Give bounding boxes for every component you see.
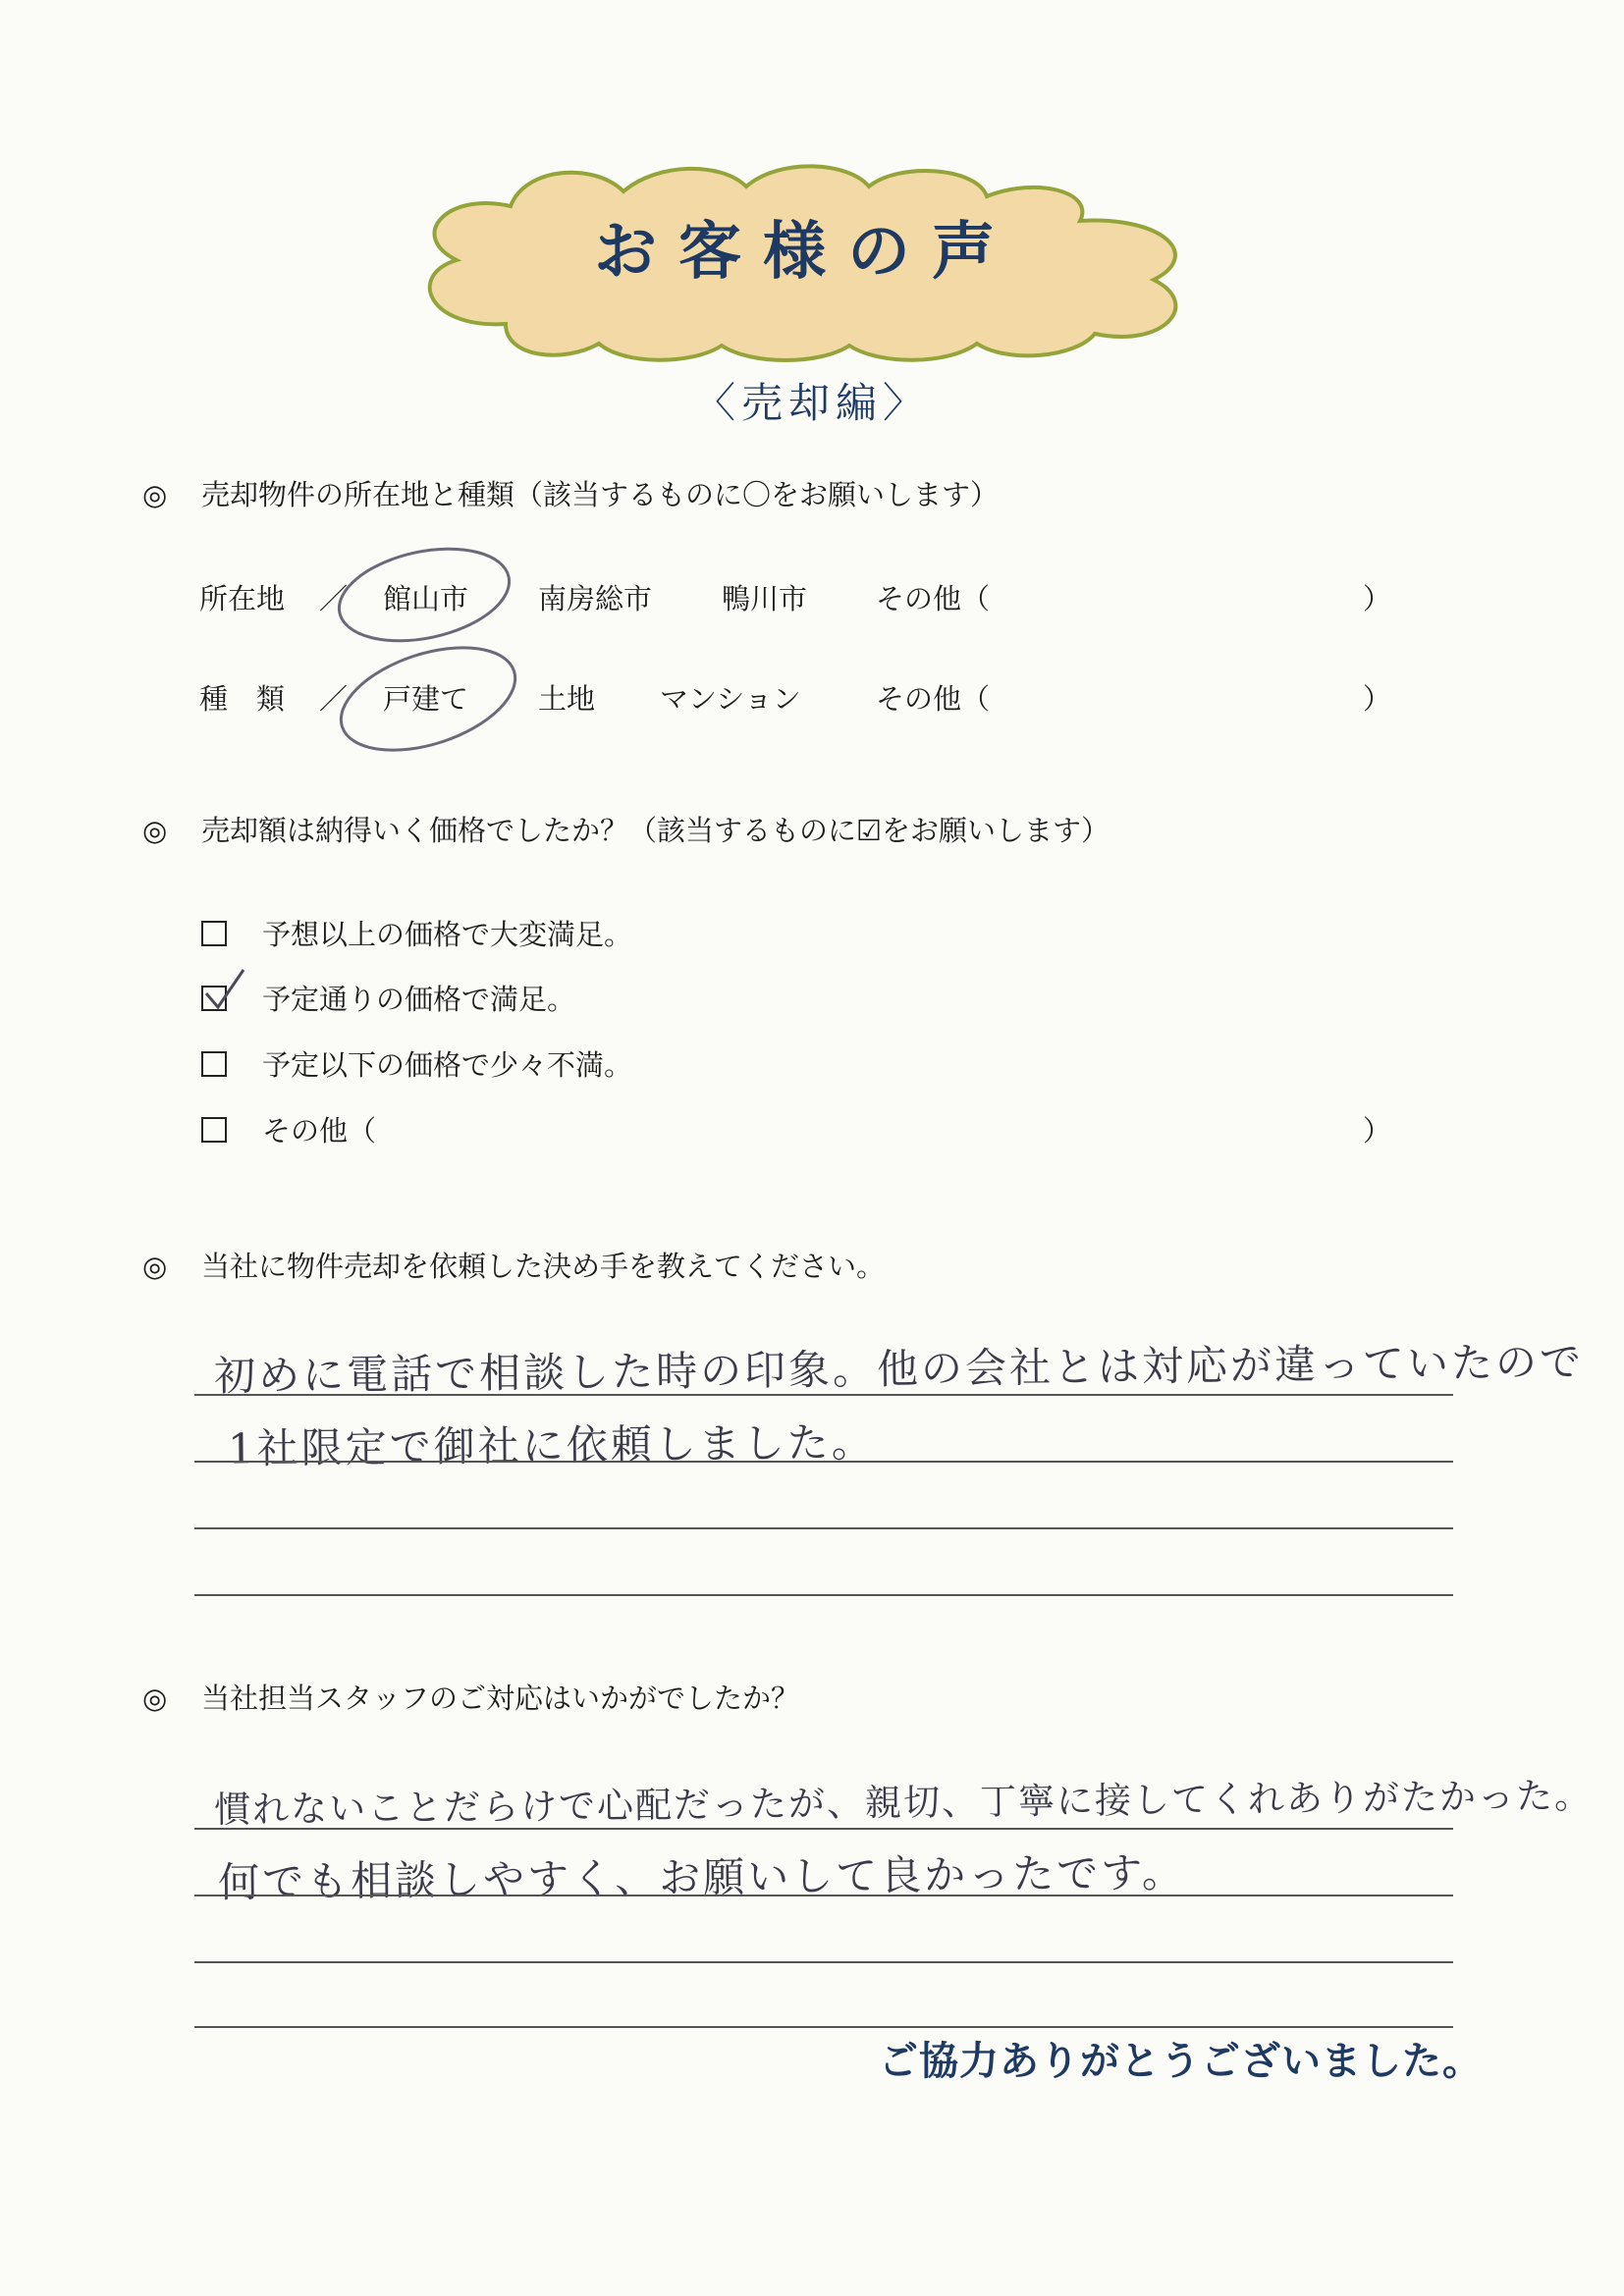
type-slash: ／: [319, 682, 349, 716]
price-option-4[interactable]: [201, 1109, 376, 1149]
page-title: お客様の声: [594, 216, 1016, 289]
price-option-2-label: 予定通りの価格で満足。: [262, 983, 576, 1016]
type-label: 種 類: [199, 682, 286, 716]
answer-3-rule-3: [194, 1527, 1453, 1529]
type-option-other[interactable]: その他（: [876, 682, 991, 716]
checkbox-empty-icon[interactable]: [201, 921, 227, 946]
price-other-close-paren: ）: [1363, 1114, 1392, 1148]
checkbox-empty-icon[interactable]: [201, 1117, 227, 1143]
type-option-mansion[interactable]: マンション: [660, 682, 801, 716]
location-slash: ／: [319, 582, 349, 615]
location-close-paren: ）: [1363, 582, 1392, 615]
answer-4-rule-3: [194, 1961, 1453, 1963]
checkbox-checked-icon[interactable]: [201, 986, 227, 1011]
answer-3-rule-2: [194, 1461, 1453, 1463]
question-3: [142, 1245, 885, 1285]
question-3-text: 当社に物件売却を依頼した決め手を教えてください。: [201, 1250, 886, 1283]
bullet-mark: ◎: [142, 1250, 168, 1283]
closing-message: ご協力ありがとうございました。: [879, 2039, 1483, 2084]
price-option-2[interactable]: [201, 978, 575, 1018]
question-1-text: 売却物件の所在地と種類（該当するものに〇をお願いします）: [201, 478, 1000, 511]
location-option-kamogawa[interactable]: 鴨川市: [722, 582, 808, 615]
question-1: [142, 473, 999, 513]
type-option-land[interactable]: 土地: [538, 682, 596, 716]
bullet-mark: ◎: [142, 478, 168, 511]
price-option-3[interactable]: [201, 1043, 632, 1084]
answer-4-rule-2: [194, 1895, 1453, 1896]
page-subtitle: 〈売却編〉: [693, 379, 930, 427]
question-4: [142, 1677, 799, 1717]
answer-4-line-2: 何でも相談しやすく、お願いして良かったです。: [217, 1847, 1187, 1907]
price-option-3-label: 予定以下の価格で少々不満。: [262, 1048, 633, 1082]
answer-4-line-1: 慣れないことだらけで心配だったが、親切、丁寧に接してくれありがたかった。: [213, 1774, 1594, 1832]
question-4-text: 当社担当スタッフのご対応はいかがでしたか？: [201, 1682, 800, 1715]
answer-3-rule-4: [194, 1594, 1453, 1596]
question-2: [142, 809, 1110, 849]
location-option-tateyama[interactable]: 館山市: [383, 582, 469, 615]
bullet-mark: ◎: [142, 814, 168, 847]
answer-4-rule-1: [194, 1828, 1453, 1830]
location-option-minamiboso[interactable]: 南房総市: [538, 582, 653, 615]
price-option-4-label: その他（: [262, 1114, 377, 1148]
location-label: 所在地: [199, 582, 286, 615]
answer-3-line-2: 1社限定で御社に依頼しました。: [227, 1417, 876, 1473]
answer-3-rule-1: [194, 1394, 1453, 1396]
location-option-other[interactable]: その他（: [876, 582, 991, 615]
answer-4-rule-4: [194, 2026, 1453, 2028]
type-close-paren: ）: [1363, 682, 1392, 716]
bullet-mark: ◎: [142, 1682, 168, 1715]
type-option-detached-house[interactable]: 戸建て: [383, 682, 469, 716]
price-option-1-label: 予想以上の価格で大変満足。: [262, 918, 633, 951]
question-2-text: 売却額は納得いく価格でしたか？（該当するものに☑をお願いします）: [201, 814, 1110, 847]
answer-3-line-1: 初めに電話で相談した時の印象。他の会社とは対応が違っていたので: [213, 1337, 1585, 1401]
checkbox-empty-icon[interactable]: [201, 1051, 227, 1077]
price-option-1[interactable]: [201, 913, 632, 953]
